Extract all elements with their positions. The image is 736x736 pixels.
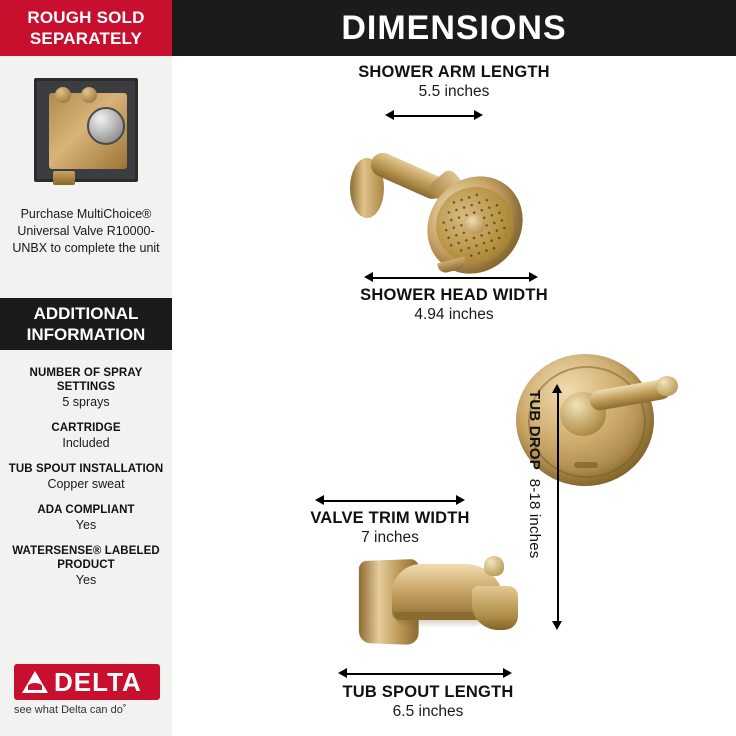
caption-valve-trim-width	[244, 508, 536, 548]
spec-value: Yes	[75, 518, 97, 532]
tub-spout-diverter-knob	[484, 556, 504, 576]
caption-title: SHOWER ARM LENGTH	[358, 63, 550, 81]
arrow-bar	[320, 500, 460, 502]
spec-item	[6, 366, 166, 410]
valve-outlet-stub	[53, 171, 75, 185]
caption-title: SHOWER HEAD WIDTH	[360, 286, 548, 304]
caption-value: 7 inches	[361, 529, 419, 546]
caption-title: VALVE TRIM WIDTH	[310, 509, 470, 527]
valve-port-left	[55, 87, 71, 103]
shower-head-illustration	[322, 120, 522, 290]
spec-item	[6, 421, 166, 451]
tub-spout-shading	[394, 612, 486, 628]
sidebar	[0, 0, 172, 736]
caption-shower-arm-length	[282, 62, 626, 102]
caption-title: TUB SPOUT LENGTH	[342, 683, 514, 701]
rough-banner-line-1: ROUGH SOLD	[27, 8, 145, 27]
delta-tagline: see what Delta can do˚	[14, 704, 127, 716]
arrow-bar	[557, 389, 559, 625]
arrow-cap-right	[503, 668, 512, 678]
spec-list	[6, 366, 166, 599]
spec-label: NUMBER OF SPRAY SETTINGS	[29, 367, 143, 393]
spec-item	[6, 544, 166, 588]
caption-value: 4.94 inches	[414, 306, 494, 323]
arrow-cap-bottom	[552, 621, 562, 630]
spec-item	[6, 462, 166, 492]
valve-port-right	[81, 87, 97, 103]
delta-wordmark: DELTA	[54, 666, 142, 697]
spec-value: 5 sprays	[62, 395, 110, 409]
main-panel	[172, 0, 736, 736]
spec-label: ADA COMPLIANT	[37, 504, 135, 516]
valve-trim-logo-mark	[574, 462, 598, 468]
caption-shower-head-width	[268, 285, 640, 325]
arrow-bar	[369, 277, 533, 279]
delta-logo	[14, 664, 160, 700]
rough-valve-image	[0, 60, 172, 200]
tub-drop-title: TUB DROP	[526, 390, 543, 470]
purchase-note: Purchase MultiChoice® Universal Valve R10000-UNBX to complete the unit	[12, 207, 160, 255]
caption-value: 5.5 inches	[418, 83, 490, 100]
spec-value: Copper sweat	[47, 477, 125, 491]
valve-trim-illustration	[494, 346, 684, 496]
rough-sold-separately-banner	[0, 0, 172, 56]
additional-banner-line-1: ADDITIONAL	[33, 304, 139, 323]
rough-banner-line-2: SEPARATELY	[29, 29, 143, 48]
arrow-bar	[390, 115, 478, 117]
dimensions-header: DIMENSIONS	[172, 0, 736, 56]
spec-value: Yes	[75, 573, 97, 587]
tub-spout-illustration	[332, 550, 532, 660]
tub-drop-value: 8-18 inches	[526, 478, 543, 559]
valve-body-icon	[34, 78, 138, 182]
valve-handle-cap	[656, 376, 678, 396]
additional-information-banner	[0, 298, 172, 350]
arrow-shower-head-width	[364, 272, 538, 283]
delta-triangle-icon	[22, 671, 48, 693]
caption-tub-spout-length	[242, 682, 614, 722]
arrow-valve-trim-width	[315, 495, 465, 506]
arrow-bar	[343, 673, 507, 675]
arrow-tub-drop	[552, 384, 563, 630]
caption-value: 6.5 inches	[392, 703, 464, 720]
spec-label: WATERSENSE® LABELED PRODUCT	[12, 545, 160, 571]
spec-label: CARTRIDGE	[51, 422, 121, 434]
shower-head-hub	[465, 215, 485, 234]
spec-value: Included	[62, 436, 110, 450]
additional-banner-line-2: INFORMATION	[26, 325, 146, 344]
arrow-cap-right	[529, 272, 538, 282]
arrow-tub-spout-length	[338, 668, 512, 679]
spec-label: TUB SPOUT INSTALLATION	[8, 463, 164, 475]
label-tub-drop	[526, 390, 543, 558]
arrow-cap-right	[456, 495, 465, 505]
valve-cartridge-icon	[87, 107, 125, 145]
spec-item	[6, 503, 166, 533]
arrow-cap-right	[474, 110, 483, 120]
